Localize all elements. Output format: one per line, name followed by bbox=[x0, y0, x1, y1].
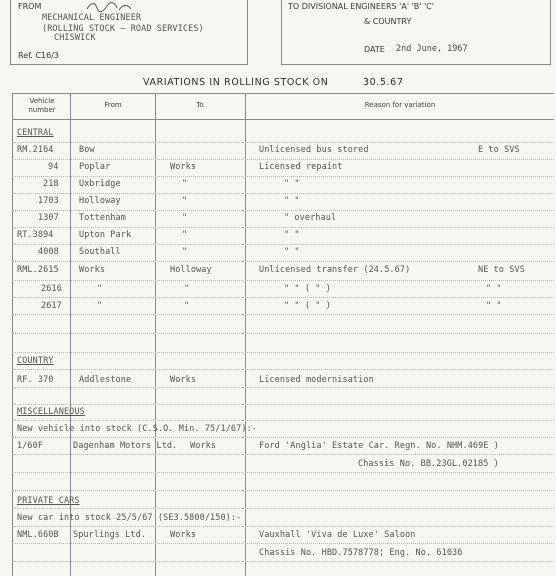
row-line bbox=[12, 526, 554, 527]
row-vehicle: RT.3894 bbox=[17, 230, 54, 240]
row-extra: NE to SVS bbox=[478, 265, 525, 275]
row-from: Dagenham Motors Ltd. bbox=[73, 441, 178, 451]
row-reason: " " bbox=[284, 230, 300, 240]
row-to: Works bbox=[190, 441, 217, 451]
row-reason: Vauxhall 'Viva de Luxe' Saloon bbox=[259, 530, 416, 540]
row-vehicle: 94 bbox=[48, 162, 59, 172]
row-reason: " " ( " ) bbox=[284, 284, 331, 294]
row-from: Tottenham bbox=[79, 213, 126, 223]
row-line bbox=[12, 142, 554, 143]
row-line bbox=[12, 420, 554, 421]
row-vehicle: RM.2164 bbox=[17, 145, 54, 155]
row-vehicle: 1/60F bbox=[17, 441, 44, 451]
row-line bbox=[12, 280, 554, 281]
col-header-from: From bbox=[104, 101, 122, 109]
row-line bbox=[12, 472, 554, 473]
private-intro: New car into stock 25/5/67 (SE3.5800/150):- bbox=[17, 513, 242, 523]
row-to: " bbox=[182, 213, 188, 223]
row-to: Holloway bbox=[170, 265, 212, 275]
date-value: 2nd June, 1967 bbox=[396, 44, 468, 54]
signature bbox=[85, 0, 135, 14]
row-line bbox=[12, 210, 554, 211]
row-from: Addlestone bbox=[79, 375, 132, 385]
row-line bbox=[12, 543, 554, 544]
row-to: " bbox=[184, 301, 190, 311]
row-vehicle: RML.2615 bbox=[17, 265, 59, 275]
row-line bbox=[12, 297, 554, 298]
row-from: " bbox=[97, 301, 103, 311]
row-reason: " " ( " ) bbox=[284, 301, 331, 311]
ref-number: Ref. C16/3 bbox=[18, 51, 59, 60]
row-to: Works bbox=[170, 162, 197, 172]
from-line-1: MECHANICAL ENGINEER bbox=[42, 13, 142, 23]
row-line bbox=[12, 333, 554, 334]
row-vehicle: 218 bbox=[43, 179, 59, 189]
section-misc: MISCELLANEOUS bbox=[17, 407, 85, 417]
row-from: Spurlings Ltd. bbox=[73, 530, 147, 540]
row-from: " bbox=[97, 284, 103, 294]
row-to: " bbox=[184, 284, 190, 294]
table-top-border bbox=[12, 93, 554, 94]
row-line bbox=[12, 244, 554, 245]
row-extra: " " bbox=[486, 301, 502, 311]
page-title: VARIATIONS IN ROLLING STOCK ON bbox=[143, 77, 329, 88]
row-vehicle: NML.660B bbox=[17, 530, 59, 540]
section-private: PRIVATE CARS bbox=[17, 496, 80, 506]
row-from: Works bbox=[79, 265, 106, 275]
row-to: " bbox=[182, 247, 188, 257]
row-reason: Ford 'Anglia' Estate Car. Regn. No. NHM.469E ) bbox=[259, 441, 500, 451]
from-label: FROM bbox=[18, 2, 42, 11]
row-line bbox=[12, 227, 554, 228]
row-line bbox=[12, 314, 554, 315]
row-vehicle: 2616 bbox=[41, 284, 62, 294]
section-central: CENTRAL bbox=[17, 128, 54, 138]
row-reason-2: Chassis No. HBD.7578778; Eng. No. 61036 bbox=[259, 548, 463, 558]
row-from: Uxbridge bbox=[79, 179, 121, 189]
row-from: Bow bbox=[79, 145, 95, 155]
row-line bbox=[12, 561, 554, 562]
row-reason-2: Chassis No. BB.23GL.02185 ) bbox=[358, 459, 499, 469]
row-to: " bbox=[182, 230, 188, 240]
row-line bbox=[12, 490, 554, 491]
from-line-2: (ROLLING STOCK – ROAD SERVICES) bbox=[42, 24, 204, 34]
row-from: Upton Park bbox=[79, 230, 132, 240]
to-line-2: & COUNTRY bbox=[364, 17, 412, 26]
row-line bbox=[12, 387, 554, 388]
row-line bbox=[12, 193, 554, 194]
col-header-to: To bbox=[196, 101, 204, 109]
row-reason: Unlicensed bus stored bbox=[259, 145, 369, 155]
row-vehicle: 1307 bbox=[38, 213, 59, 223]
row-line bbox=[12, 369, 554, 370]
row-line bbox=[12, 159, 554, 160]
row-reason: Licensed repaint bbox=[259, 162, 343, 172]
row-line bbox=[12, 454, 554, 455]
row-reason: Unlicensed transfer (24.5.67) bbox=[259, 265, 411, 275]
from-line-3: CHISWICK bbox=[54, 33, 96, 43]
header-row-border bbox=[12, 119, 554, 120]
row-vehicle: RF. 370 bbox=[17, 375, 54, 385]
col-header-vehicle-2: number bbox=[28, 106, 56, 114]
row-reason: " " bbox=[284, 196, 300, 206]
title-date: 30.5.67 bbox=[363, 77, 404, 88]
row-line bbox=[12, 176, 554, 177]
row-vehicle: 4008 bbox=[38, 247, 59, 257]
row-extra: E to SVS bbox=[478, 145, 520, 155]
misc-intro: New vehicle into stock (C.S.O. Min. 75/1/67):- bbox=[17, 424, 258, 434]
row-to: " bbox=[182, 179, 188, 189]
row-reason: " " bbox=[284, 179, 300, 189]
to-line: TO DIVISIONAL ENGINEERS 'A' 'B' 'C' bbox=[288, 2, 434, 11]
col-divider-2 bbox=[155, 93, 156, 576]
col-divider-3 bbox=[245, 93, 246, 576]
row-from: Southall bbox=[79, 247, 121, 257]
row-line bbox=[12, 404, 554, 405]
row-reason: " " bbox=[284, 247, 300, 257]
row-line bbox=[12, 437, 554, 438]
row-reason: Licensed modernisation bbox=[259, 375, 374, 385]
row-line bbox=[12, 352, 554, 353]
col-header-reason: Reason for variation bbox=[364, 101, 436, 109]
col-header-vehicle-1: Vehicle bbox=[29, 97, 55, 105]
row-vehicle: 2617 bbox=[41, 301, 62, 311]
table-left-border bbox=[12, 93, 13, 576]
row-from: Holloway bbox=[79, 196, 121, 206]
row-line bbox=[12, 508, 554, 509]
row-to: " bbox=[182, 196, 188, 206]
section-country: COUNTRY bbox=[17, 356, 54, 366]
row-from: Poplar bbox=[79, 162, 111, 172]
row-line bbox=[12, 261, 554, 262]
row-to: Works bbox=[170, 375, 197, 385]
row-to: Works bbox=[170, 530, 197, 540]
date-label: DATE bbox=[364, 45, 385, 54]
row-extra: " " bbox=[486, 284, 502, 294]
row-reason: " overhaul bbox=[284, 213, 337, 223]
row-vehicle: 1703 bbox=[38, 196, 59, 206]
